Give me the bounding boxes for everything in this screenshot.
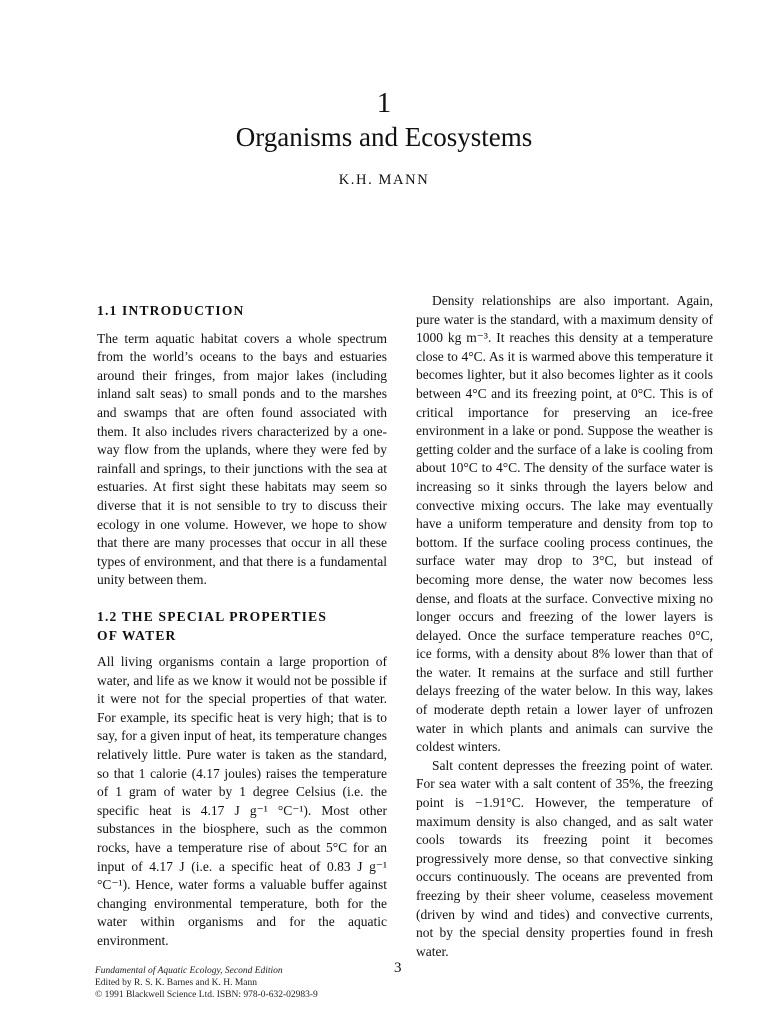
footer-book-title: Fundamental of Aquatic Ecology, Second Edition	[95, 966, 283, 976]
page-footer	[95, 965, 318, 1001]
chapter-author: K.H. MANN	[338, 172, 430, 188]
water-properties-paragraph: All living organisms contain a large proportion of water, and life as we know it would not be possible if it were not for the special properties of that water. For example, its specific heat is very high; that is to say, for a given input of heat, its temperature changes relatively little. Pure water is taken as the standard, so that 1 calorie (4.17 joules) raises the temperature of 1 gram of water by 1 degree Celsius (i.e. the specific heat is 4.17 J g⁻¹ °C⁻¹). Most other substances in the biosphere, such as the common rocks, have a temperature rise of about 5°C for an input of 4.17 J (i.e. a specific heat of 0.83 J g⁻¹ °C⁻¹). Hence, water forms a valuable buffer against changing environmental temperature, both for the water within organisms and for the aquatic environment.	[97, 654, 387, 948]
footer-copyright: © 1991 Blackwell Science Ltd. ISBN: 978-0-632-02983-9	[95, 990, 318, 1000]
introduction-paragraph: The term aquatic habitat covers a whole spectrum from the world’s oceans to the bays and estuaries around their fringes, from major lakes (including inland salt seas) to small ponds and to the marshes and swamps that are often found associated with them. It also includes rivers characterized by a one-way flow from the uplands, where they were fed by rainfall and springs, to their junctions with the sea at estuaries. At first sight these habitats may seem so diverse that it is not sensible to try to discuss their ecology in one volume. However, we hope to show that there are many processes that occur in all these types of environment, and that there is a fundamental unity between them.	[97, 330, 387, 588]
footer-editors: Edited by R. S. K. Barnes and K. H. Mann	[95, 978, 258, 988]
chapter-number: 1	[376, 87, 392, 119]
section-heading-water-properties	[97, 608, 387, 645]
section-heading-introduction: 1.1 INTRODUCTION	[97, 303, 245, 318]
right-column	[416, 292, 713, 961]
density-paragraph: Density relationships are also important. Again, pure water is the standard, with a maximum density of 1000 kg m⁻³. It reaches this density at a temperature close to 4°C. As it is warmed above this temperature it becomes lighter, but it also becomes lighter as it cools between 4°C and its freezing point, at 0°C. This is of critical importance for preserving an ice-free environment in a lake or pond. Suppose the weather is getting colder and the surface of a lake is cooling from about 10°C to 4°C. The density of the surface water is increasing so it sinks through the layers below and convective mixing occurs. The lake may eventually have a uniform temperature and density from top to bottom. If the surface cooling process continues, the surface water may drop to 3°C, but instead of becoming more dense, the water now becomes less dense, and floats at the surface. Convective mixing no longer occurs and freezing of the lower layers is delayed. Once the surface temperature reaches 0°C, ice forms, with a density about 8% lower than that of the water. It remains at the surface and still further delays freezing of the water below. In this way, lakes of moderate depth retain a lower layer of unfrozen water in which plants and animals can survive the coldest winters.	[416, 293, 713, 755]
salt-content-paragraph: Salt content depresses the freezing point of water. For sea water with a salt content of 35%, the freezing point is −1.91°C. However, the temperature of maximum density is also changed, and as salt water cools towards its freezing point it becomes progressively more dense, so that convective sinking occurs continuously. The oceans are prevented from freezing by their sheer volume, ceaseless movement (driven by wind and tides) and convective currents, not by the special density properties found in fresh water.	[416, 757, 713, 959]
left-column	[97, 292, 387, 951]
chapter-title: Organisms and Ecosystems	[235, 122, 533, 152]
section-heading-line-1: 1.2 THE SPECIAL PROPERTIES	[97, 608, 328, 624]
page-number: 3	[394, 960, 402, 976]
section-heading-line-2: OF WATER	[97, 627, 177, 643]
